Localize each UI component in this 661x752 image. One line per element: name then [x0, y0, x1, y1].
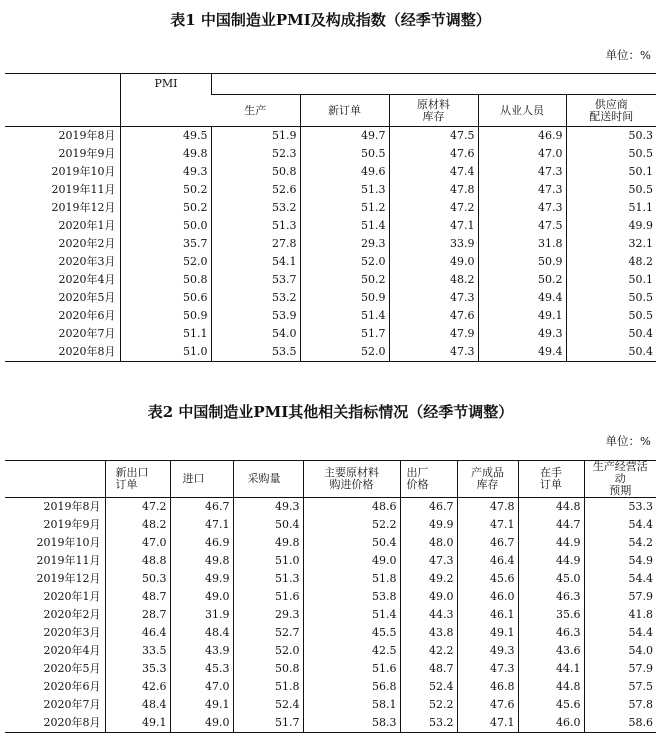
table-row [5, 199, 656, 217]
row-month: 2019年8月 [58, 129, 116, 142]
table1-header-pmi: PMI [120, 74, 211, 127]
table-cell: 31.8 [478, 235, 566, 253]
table-cell: 53.2 [211, 199, 300, 217]
table-cell: 49.0 [389, 253, 478, 271]
table-cell: 52.6 [211, 181, 300, 199]
table-cell: 49.7 [300, 127, 389, 146]
table-cell: 48.4 [170, 624, 233, 642]
table-cell: 50.1 [566, 271, 656, 289]
table-cell: 57.9 [584, 588, 656, 606]
table-cell: 44.1 [518, 660, 584, 678]
row-month: 2019年10月 [51, 165, 116, 178]
table-cell: 48.8 [105, 552, 170, 570]
table-cell: 50.4 [303, 534, 400, 552]
table-cell: 49.8 [233, 534, 303, 552]
table-cell: 48.6 [303, 498, 400, 517]
row-month: 2020年8月 [5, 343, 120, 362]
table-cell: 52.0 [233, 642, 303, 660]
table-row [5, 678, 656, 696]
table-cell: 47.0 [170, 678, 233, 696]
table-cell: 47.3 [478, 199, 566, 217]
row-month: 2020年2月 [58, 237, 116, 250]
table-cell: 49.3 [233, 498, 303, 517]
table-cell: 49.9 [566, 217, 656, 235]
table2-header-business-expectations: 生产经营活动 预期 [584, 461, 656, 498]
table-row [5, 289, 656, 307]
table-cell: 52.2 [400, 696, 457, 714]
table-row [5, 516, 656, 534]
table-row [5, 235, 656, 253]
row-month: 2020年5月 [43, 662, 101, 675]
table-cell: 47.2 [389, 199, 478, 217]
table-cell: 50.9 [478, 253, 566, 271]
table-cell: 51.6 [233, 588, 303, 606]
table-cell: 50.9 [300, 289, 389, 307]
table-row [5, 570, 656, 588]
table-cell: 57.9 [584, 660, 656, 678]
table1-header-employees: 从业人员 [478, 95, 566, 127]
table-cell: 50.2 [300, 271, 389, 289]
table-cell: 49.8 [120, 145, 211, 163]
table-cell: 45.6 [457, 570, 518, 588]
table-cell: 48.0 [400, 534, 457, 552]
table-cell: 50.5 [566, 181, 656, 199]
table-cell: 49.4 [478, 289, 566, 307]
table-cell: 50.4 [233, 516, 303, 534]
table-cell: 47.3 [400, 552, 457, 570]
table-cell: 48.2 [389, 271, 478, 289]
table-cell: 46.4 [457, 552, 518, 570]
table-cell: 47.3 [478, 181, 566, 199]
row-month: 2020年3月 [43, 626, 101, 639]
table-cell: 54.4 [584, 516, 656, 534]
table-row [5, 253, 656, 271]
table-cell: 46.3 [518, 588, 584, 606]
table-cell: 51.3 [233, 570, 303, 588]
table-cell: 58.3 [303, 714, 400, 733]
table-cell: 49.1 [478, 307, 566, 325]
table-cell: 49.0 [303, 552, 400, 570]
table-cell: 49.4 [478, 343, 566, 362]
table-cell: 46.9 [170, 534, 233, 552]
table-cell: 47.8 [457, 498, 518, 517]
table-row [5, 145, 656, 163]
table-cell: 35.6 [518, 606, 584, 624]
table-cell: 50.0 [120, 217, 211, 235]
table-cell: 46.3 [518, 624, 584, 642]
table-cell: 28.7 [105, 606, 170, 624]
table1-title: 表1 中国制造业PMI及构成指数（经季节调整） [170, 11, 491, 29]
table-cell: 50.8 [233, 660, 303, 678]
table-cell: 47.3 [389, 343, 478, 362]
row-month: 2020年4月 [58, 273, 116, 286]
row-month: 2019年9月 [43, 518, 101, 531]
table-cell: 45.6 [518, 696, 584, 714]
row-month: 2020年6月 [58, 309, 116, 322]
table-cell: 43.8 [400, 624, 457, 642]
table-cell: 44.9 [518, 552, 584, 570]
table-cell: 46.8 [457, 678, 518, 696]
table-cell: 51.9 [211, 127, 300, 146]
table-cell: 47.0 [478, 145, 566, 163]
table-cell: 53.2 [400, 714, 457, 733]
table-cell: 51.7 [233, 714, 303, 733]
table-row [5, 271, 656, 289]
table-cell: 53.5 [211, 343, 300, 362]
table-row [5, 606, 656, 624]
table-cell: 50.3 [105, 570, 170, 588]
table-cell: 47.5 [478, 217, 566, 235]
table-cell: 52.7 [233, 624, 303, 642]
table-cell: 27.8 [211, 235, 300, 253]
table2-header-new-export-orders: 新出口 订单 [105, 461, 170, 498]
table-row [5, 642, 656, 660]
table-cell: 29.3 [233, 606, 303, 624]
table-row [5, 660, 656, 678]
table-cell: 48.2 [566, 253, 656, 271]
table2-corner [5, 461, 105, 498]
table2-header-input-prices: 主要原材料 购进价格 [303, 461, 400, 498]
table-cell: 47.6 [389, 307, 478, 325]
table-cell: 47.1 [457, 714, 518, 733]
table-cell: 45.0 [518, 570, 584, 588]
table-cell: 31.9 [170, 606, 233, 624]
row-month: 2019年9月 [58, 147, 116, 160]
table-cell: 48.2 [105, 516, 170, 534]
table-cell: 42.2 [400, 642, 457, 660]
table-cell: 58.1 [303, 696, 400, 714]
row-month: 2019年12月 [51, 201, 116, 214]
table-cell: 53.3 [584, 498, 656, 517]
table-cell: 53.9 [211, 307, 300, 325]
table-cell: 47.3 [457, 660, 518, 678]
table-cell: 53.7 [211, 271, 300, 289]
table1-corner [5, 74, 120, 127]
table-cell: 47.8 [389, 181, 478, 199]
table-cell: 35.7 [120, 235, 211, 253]
table-cell: 49.6 [300, 163, 389, 181]
table-cell: 50.6 [120, 289, 211, 307]
table-cell: 49.9 [400, 516, 457, 534]
table1-header-supplier-delivery: 供应商 配送时间 [566, 95, 656, 127]
table-cell: 48.7 [400, 660, 457, 678]
table-cell: 57.8 [584, 696, 656, 714]
table-cell: 51.2 [300, 199, 389, 217]
table-cell: 33.9 [389, 235, 478, 253]
table2-header-output-prices: 出厂 价格 [400, 461, 457, 498]
table-cell: 50.2 [478, 271, 566, 289]
table-cell: 41.8 [584, 606, 656, 624]
table-cell: 51.8 [303, 570, 400, 588]
table-cell: 50.8 [120, 271, 211, 289]
table2 [5, 460, 656, 733]
table-cell: 52.0 [300, 253, 389, 271]
table1-unit: 单位：% [605, 48, 651, 62]
table-cell: 43.6 [518, 642, 584, 660]
table-cell: 52.4 [400, 678, 457, 696]
table-cell: 46.0 [518, 714, 584, 733]
table-cell: 47.0 [105, 534, 170, 552]
table-cell: 52.3 [211, 145, 300, 163]
row-month: 2019年11月 [36, 554, 101, 567]
table-cell: 47.1 [457, 516, 518, 534]
table-cell: 46.9 [478, 127, 566, 146]
table-cell: 52.4 [233, 696, 303, 714]
row-month: 2020年2月 [43, 608, 101, 621]
table-cell: 50.4 [566, 343, 656, 362]
table-cell: 46.4 [105, 624, 170, 642]
table-cell: 51.7 [300, 325, 389, 343]
table-row [5, 588, 656, 606]
table-cell: 44.9 [518, 534, 584, 552]
table1-header-production: 生产 [211, 95, 300, 127]
table-cell: 52.0 [120, 253, 211, 271]
table-cell: 50.4 [566, 325, 656, 343]
table1-header-raw-material-inventory: 原材料 库存 [389, 95, 478, 127]
table-cell: 49.9 [170, 570, 233, 588]
table-row [5, 624, 656, 642]
row-month: 2020年3月 [58, 255, 116, 268]
table2-header-finished-goods-inventory: 产成品 库存 [457, 461, 518, 498]
table-cell: 54.0 [211, 325, 300, 343]
table-cell: 46.1 [457, 606, 518, 624]
table-cell: 50.3 [566, 127, 656, 146]
table-row [5, 343, 656, 362]
table-cell: 51.1 [566, 199, 656, 217]
table-cell: 51.3 [300, 181, 389, 199]
table-cell: 54.4 [584, 624, 656, 642]
table-cell: 48.7 [105, 588, 170, 606]
table-cell: 50.5 [566, 307, 656, 325]
table-cell: 45.5 [303, 624, 400, 642]
table-cell: 58.6 [584, 714, 656, 733]
table-cell: 49.1 [105, 714, 170, 733]
table-row [5, 181, 656, 199]
table-cell: 57.5 [584, 678, 656, 696]
table-row [5, 127, 656, 146]
table-cell: 49.3 [120, 163, 211, 181]
row-month: 2020年4月 [43, 644, 101, 657]
table-cell: 51.3 [211, 217, 300, 235]
table-row [5, 325, 656, 343]
table-cell: 47.2 [105, 498, 170, 517]
table-cell: 47.3 [478, 163, 566, 181]
table-cell: 54.0 [584, 642, 656, 660]
table-row [5, 714, 656, 733]
table-cell: 49.0 [170, 588, 233, 606]
table-cell: 47.6 [457, 696, 518, 714]
table-cell: 53.2 [211, 289, 300, 307]
table-cell: 44.3 [400, 606, 457, 624]
table-cell: 51.6 [303, 660, 400, 678]
table-cell: 47.5 [389, 127, 478, 146]
table-row [5, 498, 656, 517]
table-cell: 33.5 [105, 642, 170, 660]
table-cell: 50.5 [566, 289, 656, 307]
table-cell: 51.0 [233, 552, 303, 570]
table-cell: 50.5 [300, 145, 389, 163]
table-cell: 53.8 [303, 588, 400, 606]
table-row [5, 534, 656, 552]
table-cell: 51.1 [120, 325, 211, 343]
table-cell: 49.0 [170, 714, 233, 733]
table-cell: 49.0 [400, 588, 457, 606]
row-month: 2020年7月 [58, 327, 116, 340]
table-row [5, 163, 656, 181]
table-row [5, 552, 656, 570]
table-cell: 47.6 [389, 145, 478, 163]
table-cell: 47.3 [389, 289, 478, 307]
table-cell: 42.6 [105, 678, 170, 696]
row-month: 2019年10月 [36, 536, 101, 549]
row-month: 2020年1月 [58, 219, 116, 232]
table-row [5, 696, 656, 714]
table-cell: 50.2 [120, 199, 211, 217]
table-cell: 52.2 [303, 516, 400, 534]
table-cell: 46.7 [400, 498, 457, 517]
row-month: 2019年11月 [51, 183, 116, 196]
table-cell: 32.1 [566, 235, 656, 253]
table-cell: 44.7 [518, 516, 584, 534]
row-month: 2020年1月 [43, 590, 101, 603]
table-cell: 44.8 [518, 498, 584, 517]
row-month: 2019年8月 [43, 500, 101, 513]
table-cell: 50.2 [120, 181, 211, 199]
table-cell: 47.1 [389, 217, 478, 235]
row-month: 2019年12月 [36, 572, 101, 585]
table-cell: 56.8 [303, 678, 400, 696]
table-cell: 42.5 [303, 642, 400, 660]
row-month: 2020年7月 [43, 698, 101, 711]
table-cell: 44.8 [518, 678, 584, 696]
table-cell: 47.9 [389, 325, 478, 343]
table2-header-backlog-orders: 在手 订单 [518, 461, 584, 498]
table-cell: 52.0 [300, 343, 389, 362]
table-cell: 47.4 [389, 163, 478, 181]
table2-header-imports: 进口 [170, 461, 233, 498]
table-cell: 50.9 [120, 307, 211, 325]
table1-header-new-orders: 新订单 [300, 95, 389, 127]
table-cell: 49.8 [170, 552, 233, 570]
table-cell: 46.0 [457, 588, 518, 606]
table-cell: 35.3 [105, 660, 170, 678]
table-cell: 51.4 [300, 217, 389, 235]
table2-title: 表2 中国制造业PMI其他相关指标情况（经季节调整） [147, 403, 514, 421]
table-row [5, 307, 656, 325]
table-cell: 50.8 [211, 163, 300, 181]
table-cell: 49.5 [120, 127, 211, 146]
table-cell: 45.3 [170, 660, 233, 678]
table1 [5, 73, 656, 362]
table-cell: 51.8 [233, 678, 303, 696]
table-cell: 49.2 [400, 570, 457, 588]
table-cell: 46.7 [170, 498, 233, 517]
table-cell: 47.1 [170, 516, 233, 534]
table-cell: 51.0 [120, 343, 211, 362]
table2-unit: 单位：% [605, 434, 651, 448]
table-cell: 54.2 [584, 534, 656, 552]
table-cell: 49.1 [457, 624, 518, 642]
table-cell: 48.4 [105, 696, 170, 714]
table-cell: 54.4 [584, 570, 656, 588]
table-cell: 29.3 [300, 235, 389, 253]
table-cell: 51.4 [300, 307, 389, 325]
table2-header-purchase-quantity: 采购量 [233, 461, 303, 498]
table-cell: 54.9 [584, 552, 656, 570]
table-cell: 49.1 [170, 696, 233, 714]
table-cell: 50.1 [566, 163, 656, 181]
table1-header-group [211, 74, 656, 95]
row-month: 2020年5月 [58, 291, 116, 304]
table-cell: 49.3 [478, 325, 566, 343]
table-cell: 50.5 [566, 145, 656, 163]
table-row [5, 217, 656, 235]
table-cell: 43.9 [170, 642, 233, 660]
table-cell: 54.1 [211, 253, 300, 271]
table-cell: 51.4 [303, 606, 400, 624]
table-cell: 49.3 [457, 642, 518, 660]
row-month: 2020年8月 [5, 714, 105, 733]
row-month: 2020年6月 [43, 680, 101, 693]
table-cell: 46.7 [457, 534, 518, 552]
